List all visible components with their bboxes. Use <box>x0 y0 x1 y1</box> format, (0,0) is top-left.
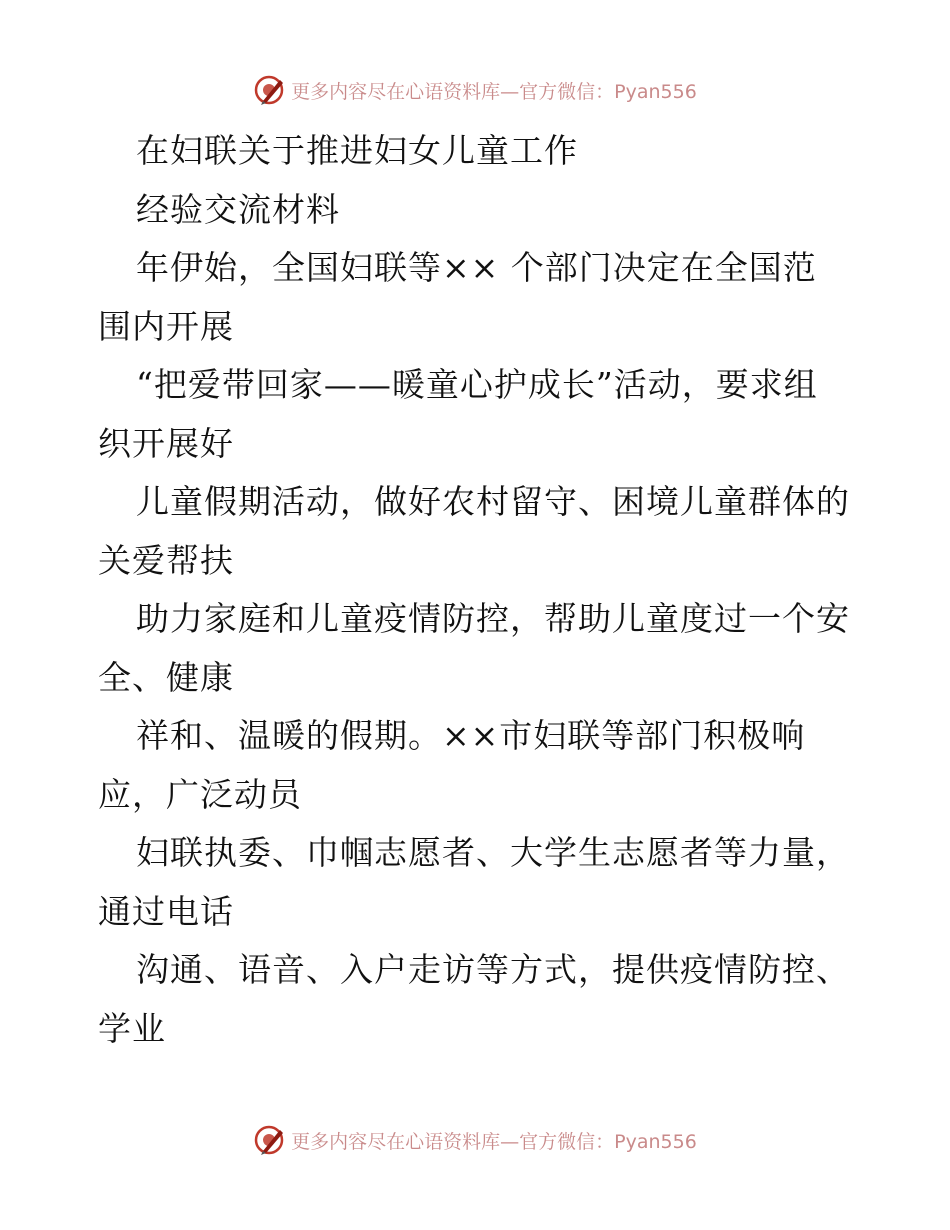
body-text-line: 沟通、语音、入户走访等方式，提供疫情防控、 <box>136 950 850 989</box>
document-body <box>98 122 858 1058</box>
body-text-line: 全、健康 <box>98 657 234 697</box>
body-text-line: 经验交流材料 <box>136 189 340 229</box>
body-text-line: 助力家庭和儿童疫情防控，帮助儿童度过一个安 <box>136 599 850 638</box>
pen-logo-icon <box>253 74 285 106</box>
body-text-line: 应，广泛动员 <box>98 774 302 814</box>
body-text-line: 年伊始，全国妇联等×× 个部门决定在全国范 <box>136 248 817 287</box>
body-text-line: 祥和、温暖的假期。××市妇联等部门积极响 <box>136 716 806 755</box>
body-text-line: 围内开展 <box>98 306 234 346</box>
body-text-line: 儿童假期活动，做好农村留守、困境儿童群体的 <box>136 482 850 521</box>
pen-logo-icon <box>253 1124 285 1156</box>
body-text-line: 学业 <box>98 1008 166 1048</box>
body-text-line: 关爱帮扶 <box>98 540 234 580</box>
footer-watermark <box>0 1120 950 1160</box>
body-text-line: 通过电话 <box>98 891 234 931</box>
header-watermark <box>0 70 950 110</box>
watermark-text: 更多内容尽在心语资料库—官方微信：Pyan556 <box>291 1130 697 1153</box>
body-text-line: 妇联执委、巾帼志愿者、大学生志愿者等力量， <box>136 833 850 872</box>
body-text-line: “把爱带回家——暖童心护成长”活动，要求组 <box>136 365 818 404</box>
body-text-line: 织开展好 <box>98 423 234 463</box>
body-text-line: 在妇联关于推进妇女儿童工作 <box>136 131 578 170</box>
watermark-text: 更多内容尽在心语资料库—官方微信：Pyan556 <box>291 80 697 103</box>
